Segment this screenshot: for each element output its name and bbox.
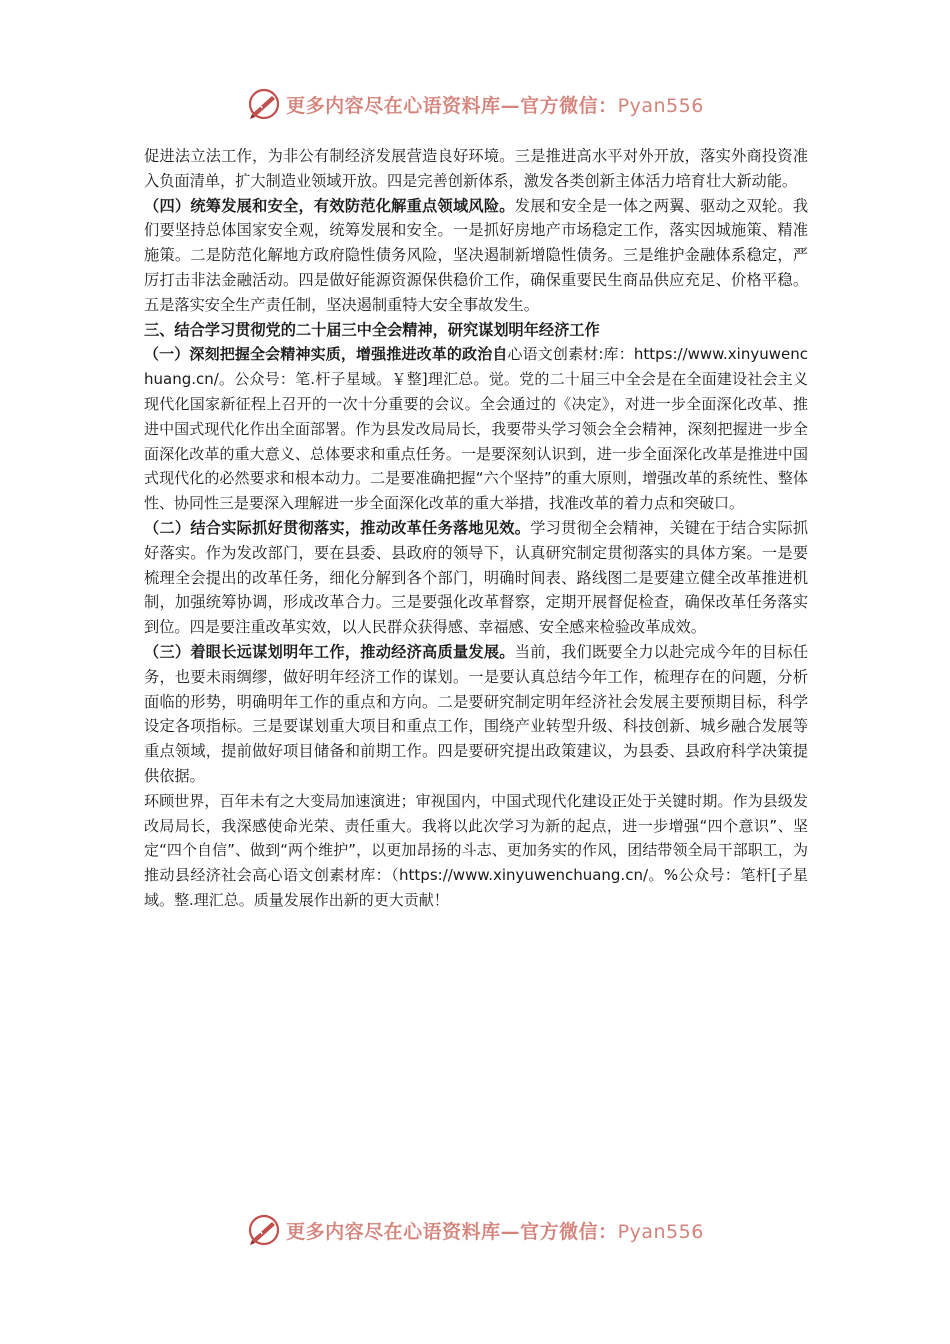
paragraph-6: 环顾世界，百年未有之大变局加速演进；审视国内，中国式现代化建设正处于关键时期。作为县级发改局局长，我深感使命光荣、责任重大。我将以此次学习为新的起点，进一步增强“四个意识”、坚定“四个自信”、做到“两个维护”，以更加昂扬的斗志、更加务实的作风，团结带领全局干部职工，为推动县经济社会高心语文创素材库：（https://www.xinyuwenchuang.cn/。%公众号：笔杆[子星域。整.理汇总。质量发展作出新的更大贡献！ — [144, 791, 808, 909]
document-body — [144, 144, 808, 913]
banner-main-text: 更多内容尽在心语资料库—官方微信： — [286, 1220, 618, 1243]
banner-title — [286, 1217, 704, 1244]
section-3-heading: 三、结合学习贯彻党的二十届三中全会精神，研究谋划明年经济工作 — [144, 320, 600, 339]
paragraph-4-body: 学习贯彻全会精神，关键在于结合实际抓好落实。作为发改部门，要在县委、县政府的领导下，认真研究制定贯彻落实的具体方案。一是要梳理全会提出的改革任务，细化分解到各个部门，明确时间表、路线图二是要建立健全改革推进机制，加强统筹协调，形成改革合力。三是要强化改革督察，定期开展督促检查，确保改革任务落实到位。四是要注重改革实效，以人民群众获得感、幸福感、安全感来检验改革成效。 — [144, 518, 809, 637]
paragraph-2-lead: （四）统筹发展和安全，有效防范化解重点领域风险。 — [144, 196, 515, 215]
paragraph-4-lead: （二）结合实际抓好贯彻落实，推动改革任务落地见效。 — [144, 518, 531, 537]
paragraph-2 — [144, 194, 808, 318]
pen-logo-icon — [246, 1212, 282, 1248]
paragraph-4 — [144, 516, 808, 640]
header-banner — [0, 84, 950, 124]
paragraph-5 — [144, 640, 808, 789]
banner-wechat-id: Pyan556 — [617, 94, 704, 117]
banner-title — [286, 91, 704, 118]
pen-logo-icon — [246, 86, 282, 122]
banner-main-text: 更多内容尽在心语资料库—官方微信： — [286, 94, 618, 117]
banner-wechat-id: Pyan556 — [617, 1220, 704, 1243]
paragraph-5-lead: （三）着眼长远谋划明年工作，推动经济高质量发展。 — [144, 642, 515, 661]
paragraph-2-body: 发展和安全是一体之两翼、驱动之双轮。我们要坚持总体国家安全观，统筹发展和安全。一是抓好房地产市场稳定工作，落实因城施策、精准施策。二是防范化解地方政府隐性债务风险，坚决遏制新增隐性债务。三是维护金融体系稳定，严厉打击非法金融活动。四是做好能源资源保供稳价工作，确保重要民生商品供应充足、价格平稳。五是落实安全生产责任制，坚决遏制重特大安全事故发生。 — [144, 196, 809, 314]
paragraph-3-lead: （一）深刻把握全会精神实质，增强推进改革的政治自 — [144, 345, 508, 364]
paragraph-5-body: 当前，我们既要全力以赴完成今年的目标任务，也要未雨绸缪，做好明年经济工作的谋划。一是要认真总结今年工作，梳理存在的问题，分析面临的形势，明确明年工作的重点和方向。二是要研究制定明年经济社会发展主要预期目标，科学设定各项指标。三是要谋划重大项目和重点工作，围绕产业转型升级、科技创新、城乡融合发展等重点领域，提前做好项目储备和前期工作。四是要研究提出政策建议，为县委、县政府科学决策提供依据。 — [144, 642, 809, 785]
paragraph-3-body: 心语文创素材:库：https://www.xinyuwenchuang.cn/。公众号：笔.杆子星域。￥整]理汇总。觉。党的二十届三中全会是在全面建设社会主义现代化国家新征程上召开的一次十分重要的会议。全会通过的《决定》，对进一步全面深化改革、推进中国式现代化作出全面部署。作为县发改局局长，我要带头学习领会全会精神，深刻把握进一步全面深化改革的重大意义、总体要求和重点任务。一是要深刻认识到，进一步全面深化改革是推进中国式现代化的必然要求和根本动力。二是要准确把握“六个坚持”的重大原则，增强改革的系统性、整体性、协同性三是要深入理解进一步全面深化改革的重大举措，找准改革的着力点和突破口。 — [144, 345, 808, 513]
paragraph-3 — [144, 342, 808, 516]
footer-banner — [0, 1210, 950, 1250]
paragraph-1: 促进法立法工作，为非公有制经济发展营造良好环境。三是推进高水平对外开放，落实外商投资准入负面清单，扩大制造业领域开放。四是完善创新体系，激发各类创新主体活力培育壮大新动能。 — [144, 147, 808, 190]
